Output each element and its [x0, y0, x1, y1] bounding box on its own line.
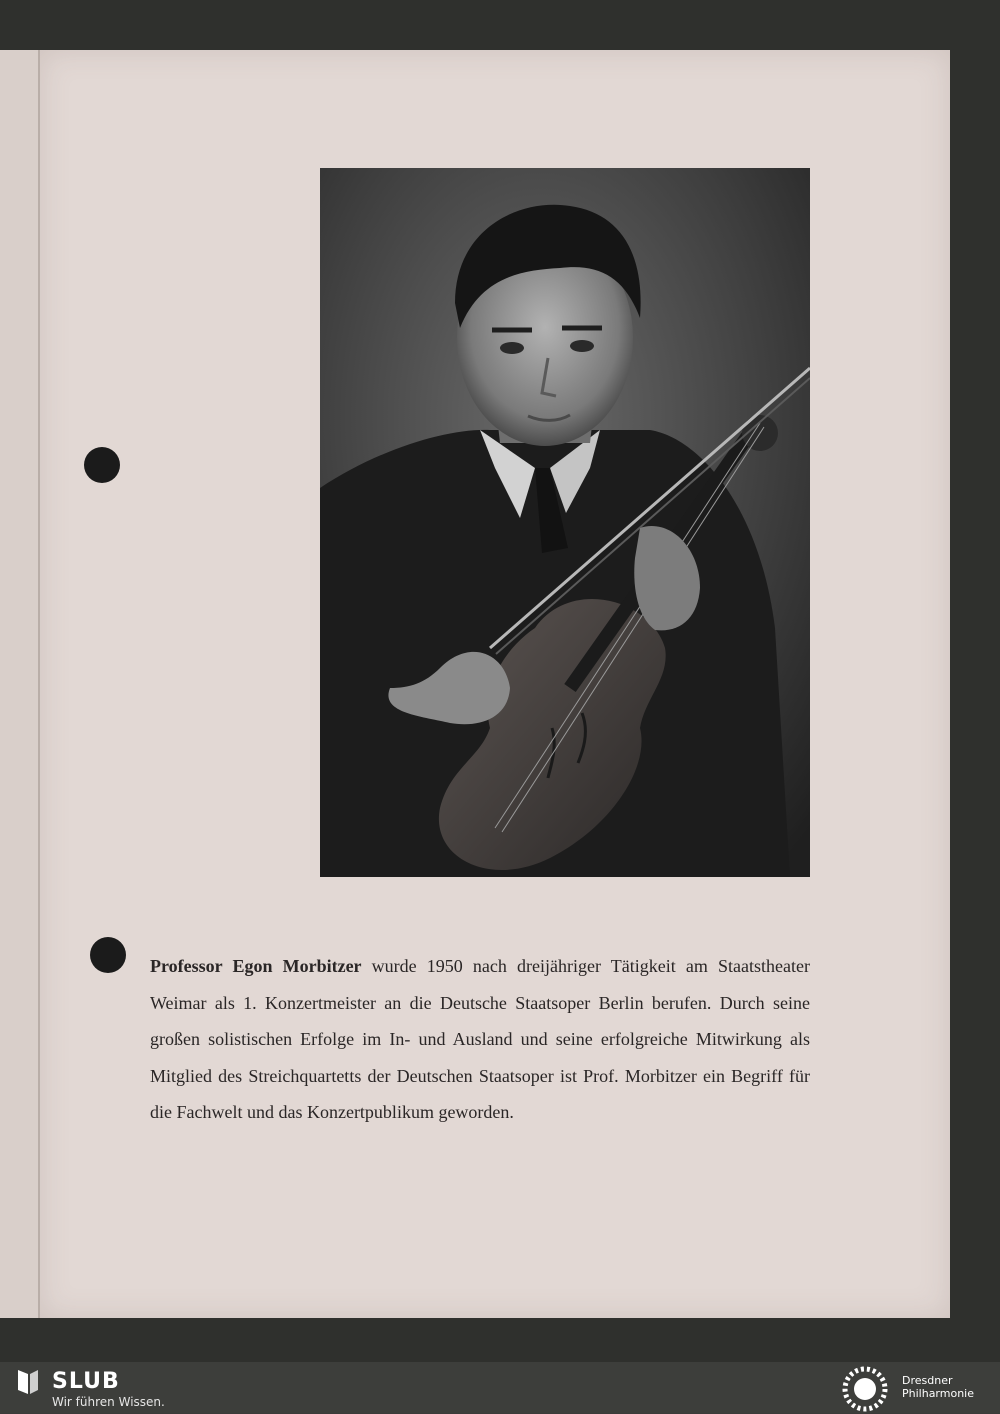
dresdner-philharmonie-logo-text[interactable] — [902, 1374, 974, 1400]
dp-line-2: Philharmonie — [902, 1387, 974, 1400]
portrait-photo — [320, 168, 810, 877]
slub-book-icon — [16, 1368, 40, 1396]
dp-line-1: Dresdner — [902, 1374, 953, 1387]
slub-logo-text[interactable]: SLUB — [52, 1369, 120, 1394]
biography-caption — [150, 948, 810, 1131]
dresdner-philharmonie-sun-icon — [840, 1364, 890, 1414]
violinist-portrait-image — [320, 168, 810, 877]
viewer-footer-bar — [0, 1362, 1000, 1413]
punch-hole-top — [84, 447, 120, 483]
previous-page-edge — [0, 50, 40, 1318]
punch-hole-bottom — [90, 937, 126, 973]
caption-text: wurde 1950 nach dreijähriger Tätigkeit am Staatstheater Weimar als 1. Konzertmeister an die Deutsche Staatsoper Berlin berufen. Durch seine großen solistischen Erfolge im In- und Ausland und seine erfolgreiche Mitwirkung als Mitglied des Streichquartetts der Deutschen Staatsoper ist Prof. Morbitzer ein Begriff für die Fachwelt und das Konzertpublikum geworden. — [150, 956, 810, 1122]
slub-tagline: Wir führen Wissen. — [52, 1395, 165, 1409]
caption-name: Professor Egon Morbitzer — [150, 956, 362, 976]
